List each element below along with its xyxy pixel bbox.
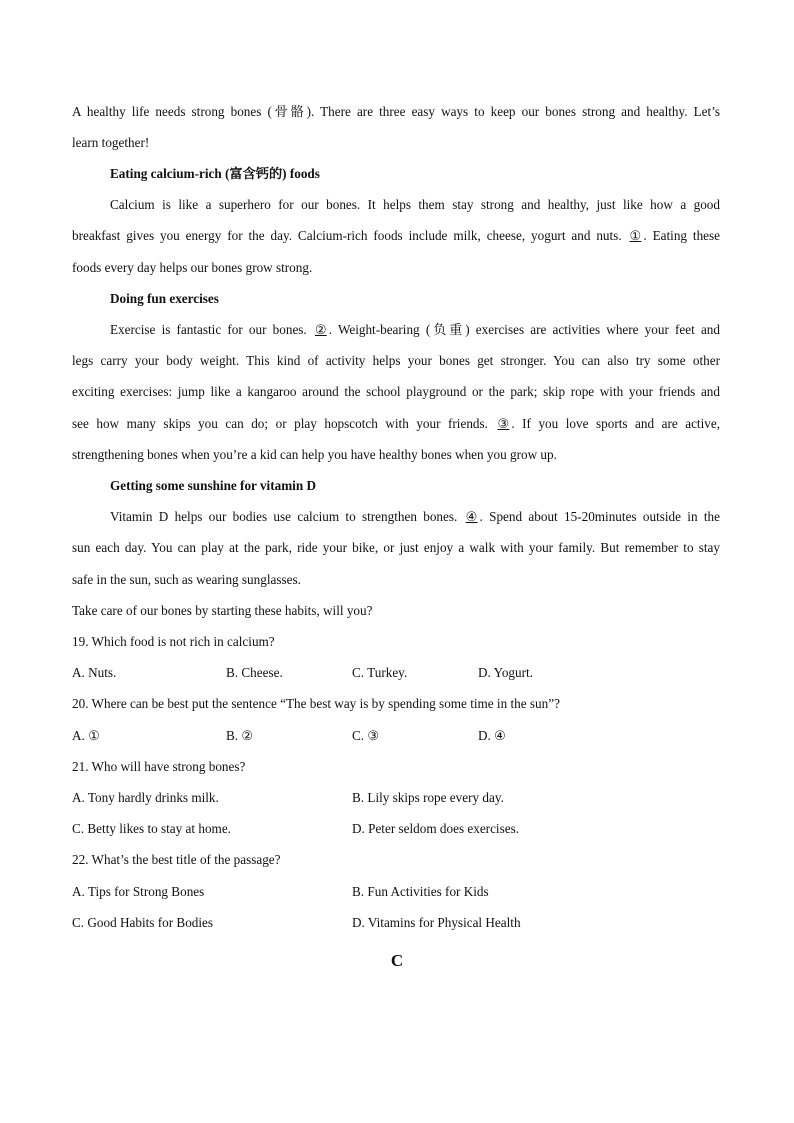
blank-4: ④ xyxy=(465,509,478,524)
question-22-stem: 22. What’s the best title of the passage? xyxy=(72,852,281,867)
question-22-option-d[interactable]: D. Vitamins for Physical Health xyxy=(352,915,521,930)
para2-line-2: legs carry your body weight. This kind of activity helps your bones get stronger. You can also try some other xyxy=(72,353,720,368)
para2-line-3: exciting exercises: jump like a kangaroo around the school playground or the park; skip rope with your friends and xyxy=(72,384,720,399)
para3-line-1 xyxy=(110,509,720,525)
section-c-heading: C xyxy=(390,951,404,970)
question-22-option-a[interactable]: A. Tips for Strong Bones xyxy=(72,884,205,899)
question-21-option-d[interactable]: D. Peter seldom does exercises. xyxy=(352,821,519,836)
para3-line-2: sun each day. You can play at the park, ride your bike, or just enjoy a walk with your family. But remember to stay xyxy=(72,540,720,555)
question-20-option-d[interactable]: D. ④ xyxy=(478,728,506,743)
heading-exercises: Doing fun exercises xyxy=(110,291,219,306)
para2-text-b: . Weight-bearing (负重) exercises are activities where your feet and xyxy=(328,322,720,337)
para2-text-a: Exercise is fantastic for our bones. xyxy=(110,322,307,337)
para2-line-1 xyxy=(110,322,720,338)
blank-3: ③ xyxy=(497,416,510,431)
closing-line: Take care of our bones by starting these habits, will you? xyxy=(72,603,373,618)
para1-line-1: Calcium is like a superhero for our bones. It helps them stay strong and healthy, just like how a good xyxy=(110,197,720,212)
question-21-stem: 21. Who will have strong bones? xyxy=(72,759,246,774)
question-20-option-a[interactable]: A. ① xyxy=(72,728,100,743)
para3-text-a: Vitamin D helps our bodies use calcium to strengthen bones. xyxy=(110,509,458,524)
para3-text-b: . Spend about 15-20minutes outside in the xyxy=(479,509,720,524)
question-21-option-c[interactable]: C. Betty likes to stay at home. xyxy=(72,821,231,836)
question-21-option-b[interactable]: B. Lily skips rope every day. xyxy=(352,790,504,805)
para2-line-5: strengthening bones when you’re a kid can help you have healthy bones when you grow up. xyxy=(72,447,557,462)
heading-calcium: Eating calcium-rich (富含钙的) foods xyxy=(110,166,320,181)
question-20-stem: 20. Where can be best put the sentence “The best way is by spending some time in the sun”? xyxy=(72,696,560,711)
heading-sunshine: Getting some sunshine for vitamin D xyxy=(110,478,317,493)
question-19-option-b[interactable]: B. Cheese. xyxy=(226,665,283,680)
para2-text-d: . If you love sports and are active, xyxy=(511,416,721,431)
question-20-option-b[interactable]: B. ② xyxy=(226,728,254,743)
question-19-option-c[interactable]: C. Turkey. xyxy=(352,665,408,680)
para3-line-3: safe in the sun, such as wearing sunglasses. xyxy=(72,572,301,587)
question-19-option-a[interactable]: A. Nuts. xyxy=(72,665,117,680)
question-22-option-b[interactable]: B. Fun Activities for Kids xyxy=(352,884,489,899)
question-19-option-d[interactable]: D. Yogurt. xyxy=(478,665,533,680)
blank-2: ② xyxy=(314,322,327,337)
para1-text-a: breakfast gives you energy for the day. Calcium-rich foods include milk, cheese, yogurt and nuts. xyxy=(72,228,622,243)
intro-line-1: A healthy life needs strong bones (骨骼). There are three easy ways to keep our bones strong and healthy. Let’s xyxy=(72,104,720,119)
para1-text-b: . Eating these xyxy=(643,228,721,243)
intro-line-2: learn together! xyxy=(72,135,150,150)
question-19-stem: 19. Which food is not rich in calcium? xyxy=(72,634,275,649)
blank-1: ① xyxy=(629,228,642,243)
para1-line-2 xyxy=(72,228,720,244)
para2-text-c: see how many skips you can do; or play hopscotch with your friends. xyxy=(72,416,488,431)
question-22-option-c[interactable]: C. Good Habits for Bodies xyxy=(72,915,214,930)
question-20-option-c[interactable]: C. ③ xyxy=(352,728,380,743)
question-21-option-a[interactable]: A. Tony hardly drinks milk. xyxy=(72,790,219,805)
para1-line-3: foods every day helps our bones grow strong. xyxy=(72,260,313,275)
para2-line-4 xyxy=(72,416,720,432)
